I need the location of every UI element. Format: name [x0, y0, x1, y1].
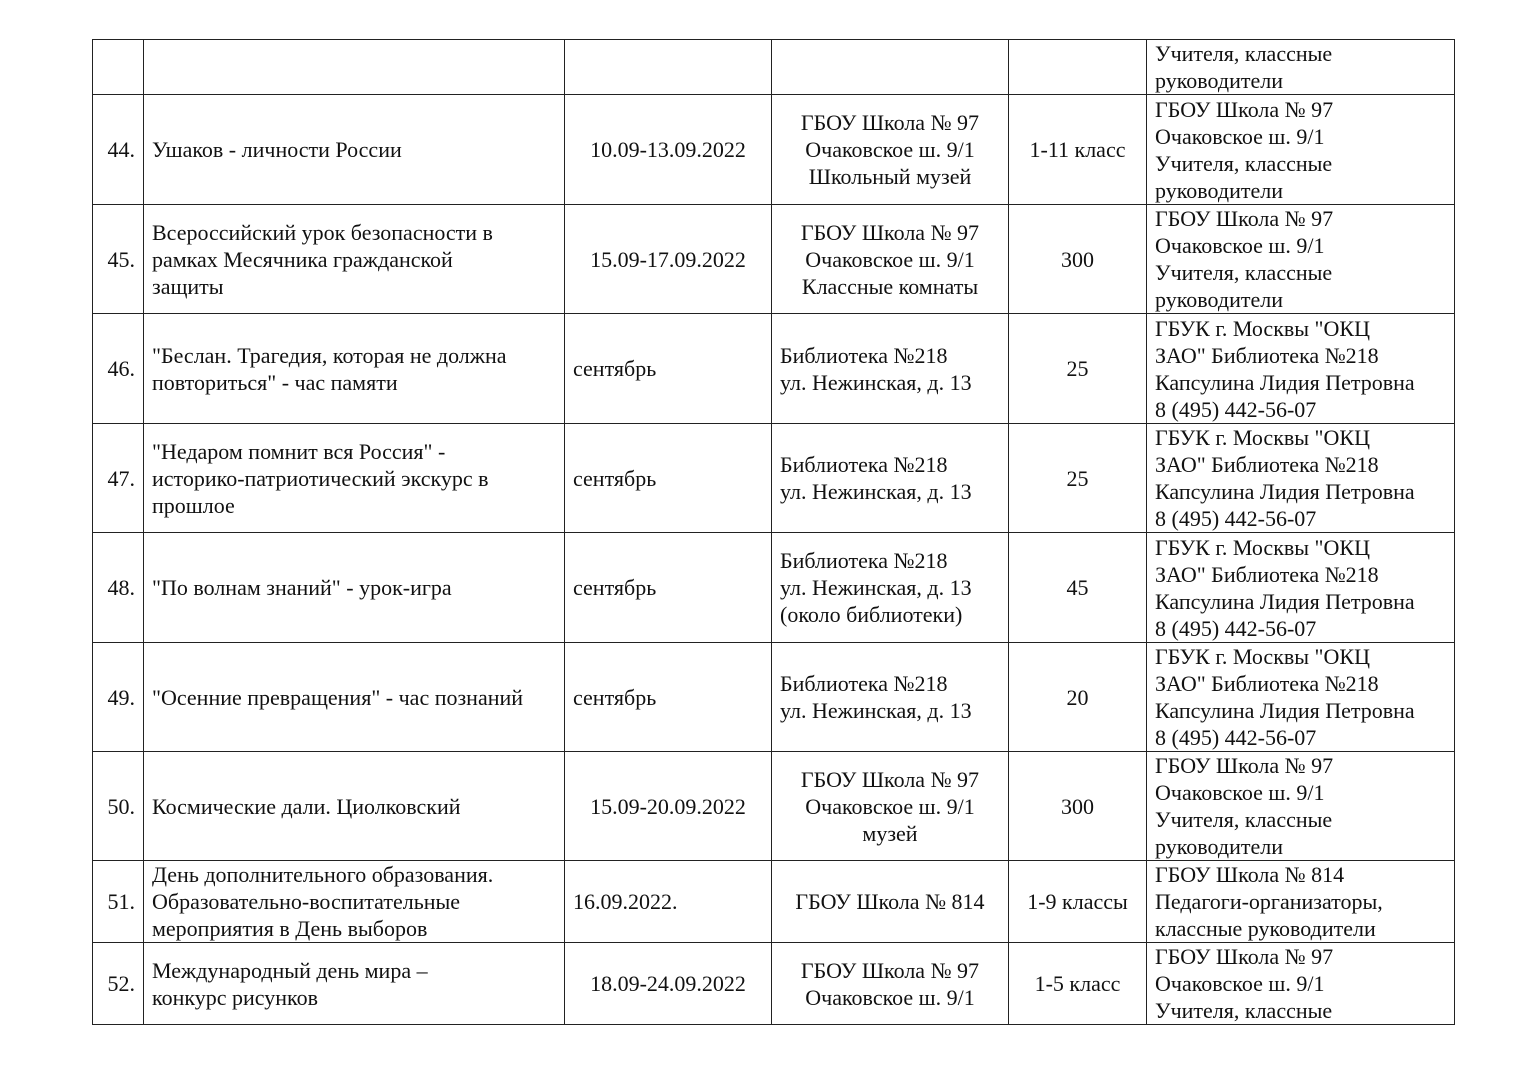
event-date-cell: [565, 861, 772, 943]
table-row: [93, 205, 1455, 314]
responsible-cell: [1147, 40, 1455, 95]
event-location-line: Очаковское ш. 9/1: [805, 793, 975, 819]
responsible-line: Капсулина Лидия Петровна: [1155, 588, 1415, 614]
responsible-line: Капсулина Лидия Петровна: [1155, 369, 1415, 395]
event-name-line: мероприятия в День выборов: [152, 916, 428, 941]
responsible-line: ЗАО" Библиотека №218: [1155, 671, 1379, 696]
event-date-cell: [565, 643, 772, 752]
event-location-cell: [772, 40, 1009, 95]
events-table: [92, 39, 1455, 1025]
participants-cell: [1009, 643, 1147, 752]
event-location-line: Школьный музей: [808, 164, 972, 189]
responsible-line: Педагоги-организаторы,: [1155, 889, 1383, 914]
event-name-line: Космические дали. Циолковский: [152, 793, 461, 819]
participants-count: 25: [1066, 356, 1089, 381]
row-number-cell: [93, 314, 144, 424]
event-date: 16.09.2022.: [573, 889, 678, 914]
participants-cell: [1009, 861, 1147, 943]
event-location-line: музей: [862, 820, 918, 846]
event-location-line: ГБОУ Школа № 97: [800, 219, 980, 245]
responsible-line: руководители: [1155, 177, 1283, 203]
participants-cell: [1009, 95, 1147, 205]
event-date: сентябрь: [573, 356, 657, 381]
participants-count: 1-5 класс: [1034, 971, 1121, 996]
row-number: 44.: [107, 137, 135, 162]
row-number-cell: [93, 943, 144, 1025]
responsible-line: Очаковское ш. 9/1: [1155, 971, 1325, 996]
responsible-cell: [1147, 861, 1455, 943]
table-row: [93, 861, 1455, 943]
responsible-line: классные руководители: [1155, 916, 1376, 941]
participants-count: 300: [1061, 246, 1094, 272]
row-number-cell: [93, 205, 144, 314]
event-location-line: Библиотека №218: [780, 671, 948, 696]
event-location-cell: [772, 861, 1009, 943]
event-location-cell: [772, 205, 1009, 314]
row-number: 49.: [107, 684, 135, 710]
responsible-line: Учителя, классные: [1155, 41, 1333, 66]
table-row: [93, 943, 1455, 1025]
table-row: [93, 752, 1455, 861]
responsible-line: ГБУК г. Москвы "ОКЦ: [1155, 315, 1370, 341]
responsible-cell: [1147, 205, 1455, 314]
event-location-line: Классные комнаты: [801, 273, 979, 299]
event-location-line: ГБОУ Школа № 97: [800, 766, 980, 792]
row-number-cell: [93, 861, 144, 943]
table-row: [93, 643, 1455, 752]
responsible-line: Учителя, классные: [1155, 260, 1333, 285]
event-name-line: Ушаков - личности России: [152, 137, 402, 162]
row-number-cell: [93, 95, 144, 205]
responsible-line: Учителя, классные: [1155, 998, 1333, 1023]
participants-count: 1-11 класс: [1029, 137, 1126, 162]
responsible-line: Очаковское ш. 9/1: [1155, 123, 1325, 149]
row-number-cell: [93, 40, 144, 95]
event-date-cell: [565, 752, 772, 861]
event-date: 18.09-24.09.2022: [590, 971, 746, 996]
row-number: 51.: [107, 889, 135, 914]
participants-cell: [1009, 533, 1147, 643]
event-location-cell: [772, 943, 1009, 1025]
event-date: 15.09-17.09.2022: [590, 246, 746, 272]
event-name-line: Международный день мира –: [152, 957, 428, 983]
responsible-line: ГБУК г. Москвы "ОКЦ: [1155, 534, 1370, 560]
event-location-line: Очаковское ш. 9/1: [805, 246, 975, 272]
event-name-line: День дополнительного образования.: [152, 862, 494, 887]
event-date: сентябрь: [573, 684, 657, 710]
event-name-cell: [144, 943, 565, 1025]
event-location-line: ГБОУ Школа № 814: [795, 889, 985, 914]
event-location-cell: [772, 424, 1009, 533]
responsible-cell: [1147, 424, 1455, 533]
participants-cell: [1009, 943, 1147, 1025]
event-date: сентябрь: [573, 575, 657, 600]
responsible-line: 8 (495) 442-56-07: [1155, 615, 1317, 641]
event-date-cell: [565, 533, 772, 643]
event-name-line: защиты: [152, 273, 224, 299]
event-name-line: прошлое: [152, 492, 235, 518]
event-name-cell: [144, 40, 565, 95]
participants-cell: [1009, 40, 1147, 95]
event-name-cell: [144, 533, 565, 643]
responsible-line: ГБОУ Школа № 97: [1155, 96, 1334, 122]
row-number-cell: [93, 424, 144, 533]
responsible-line: ЗАО" Библиотека №218: [1155, 561, 1379, 587]
responsible-line: 8 (495) 442-56-07: [1155, 396, 1317, 422]
event-location-line: (около библиотеки): [780, 602, 963, 627]
event-name-cell: [144, 752, 565, 861]
event-date-cell: [565, 424, 772, 533]
responsible-line: руководители: [1155, 68, 1283, 93]
responsible-line: ГБОУ Школа № 97: [1155, 206, 1334, 231]
participants-count: 20: [1066, 684, 1089, 710]
responsible-cell: [1147, 533, 1455, 643]
responsible-line: Учителя, классные: [1155, 807, 1333, 832]
event-name-line: Образовательно-воспитательные: [152, 889, 461, 914]
participants-count: 25: [1066, 465, 1089, 491]
event-location-line: Библиотека №218: [780, 452, 948, 477]
responsible-line: Очаковское ш. 9/1: [1155, 780, 1325, 805]
event-name-line: "Недаром помнит вся Россия" -: [152, 438, 446, 464]
table-row: [93, 424, 1455, 533]
responsible-line: ГБОУ Школа № 97: [1155, 753, 1334, 778]
event-name-line: "Беслан. Трагедия, которая не должна: [152, 342, 507, 368]
participants-cell: [1009, 752, 1147, 861]
event-date-cell: [565, 40, 772, 95]
event-name-cell: [144, 861, 565, 943]
participants-cell: [1009, 424, 1147, 533]
event-location-cell: [772, 752, 1009, 861]
row-number: 48.: [107, 575, 135, 600]
event-name-cell: [144, 424, 565, 533]
event-date-cell: [565, 95, 772, 205]
row-number: 50.: [107, 793, 135, 819]
responsible-line: ГБУК г. Москвы "ОКЦ: [1155, 425, 1370, 450]
event-location-line: Библиотека №218: [780, 548, 948, 573]
event-name-cell: [144, 95, 565, 205]
event-name-cell: [144, 205, 565, 314]
responsible-cell: [1147, 943, 1455, 1025]
event-date-cell: [565, 205, 772, 314]
event-date: 10.09-13.09.2022: [590, 137, 746, 162]
row-number: 46.: [107, 356, 135, 381]
event-name-line: историко-патриотический экскурс в: [152, 465, 489, 491]
event-location-cell: [772, 643, 1009, 752]
responsible-line: ГБУК г. Москвы "ОКЦ: [1155, 644, 1370, 669]
event-location-line: ул. Нежинская, д. 13: [780, 698, 972, 723]
event-location-cell: [772, 95, 1009, 205]
responsible-line: Капсулина Лидия Петровна: [1155, 698, 1415, 723]
responsible-cell: [1147, 314, 1455, 424]
event-name-line: "Осенние превращения" - час познаний: [152, 684, 524, 710]
event-date: 15.09-20.09.2022: [590, 793, 746, 819]
responsible-line: ЗАО" Библиотека №218: [1155, 452, 1379, 477]
table-row: [93, 314, 1455, 424]
event-location-line: ул. Нежинская, д. 13: [780, 575, 972, 600]
event-name-line: "По волнам знаний" - урок-игра: [152, 575, 452, 600]
responsible-line: Учителя, классные: [1155, 150, 1333, 176]
event-location-line: ул. Нежинская, д. 13: [780, 369, 972, 395]
participants-cell: [1009, 314, 1147, 424]
row-number: 52.: [107, 971, 135, 996]
event-location-line: ГБОУ Школа № 97: [800, 957, 980, 983]
event-location-line: ул. Нежинская, д. 13: [780, 479, 972, 504]
event-name-line: повториться" - час памяти: [152, 369, 398, 395]
event-location-cell: [772, 533, 1009, 643]
participants-count: 1-9 классы: [1027, 889, 1128, 914]
responsible-cell: [1147, 752, 1455, 861]
row-number-cell: [93, 533, 144, 643]
events-table-body: [93, 40, 1455, 1025]
event-name-line: конкурс рисунков: [152, 984, 318, 1010]
responsible-line: 8 (495) 442-56-07: [1155, 725, 1317, 750]
row-number: 45.: [107, 246, 135, 272]
participants-count: 300: [1061, 793, 1094, 819]
table-row: [93, 95, 1455, 205]
event-date-cell: [565, 314, 772, 424]
event-location-line: Библиотека №218: [780, 342, 948, 368]
event-name-line: Всероссийский урок безопасности в: [152, 219, 493, 245]
table-row: [93, 533, 1455, 643]
responsible-line: ГБОУ Школа № 97: [1155, 944, 1334, 969]
event-date: сентябрь: [573, 465, 657, 491]
responsible-line: руководители: [1155, 834, 1283, 859]
responsible-line: Очаковское ш. 9/1: [1155, 233, 1325, 258]
responsible-line: ЗАО" Библиотека №218: [1155, 342, 1379, 368]
responsible-line: 8 (495) 442-56-07: [1155, 506, 1317, 531]
document-page: [92, 39, 1454, 1025]
event-location-line: Очаковское ш. 9/1: [805, 137, 975, 162]
responsible-line: руководители: [1155, 287, 1283, 312]
row-number: 47.: [107, 465, 135, 491]
participants-count: 45: [1066, 575, 1089, 600]
row-number-cell: [93, 752, 144, 861]
event-name-cell: [144, 643, 565, 752]
participants-cell: [1009, 205, 1147, 314]
event-name-cell: [144, 314, 565, 424]
event-location-line: ГБОУ Школа № 97: [800, 110, 980, 135]
event-location-line: Очаковское ш. 9/1: [805, 984, 975, 1010]
event-name-line: рамках Месячника гражданской: [152, 246, 453, 272]
row-number-cell: [93, 643, 144, 752]
responsible-cell: [1147, 95, 1455, 205]
responsible-line: Капсулина Лидия Петровна: [1155, 479, 1415, 504]
responsible-cell: [1147, 643, 1455, 752]
responsible-line: ГБОУ Школа № 814: [1155, 862, 1345, 887]
table-row: [93, 40, 1455, 95]
event-location-cell: [772, 314, 1009, 424]
event-date-cell: [565, 943, 772, 1025]
